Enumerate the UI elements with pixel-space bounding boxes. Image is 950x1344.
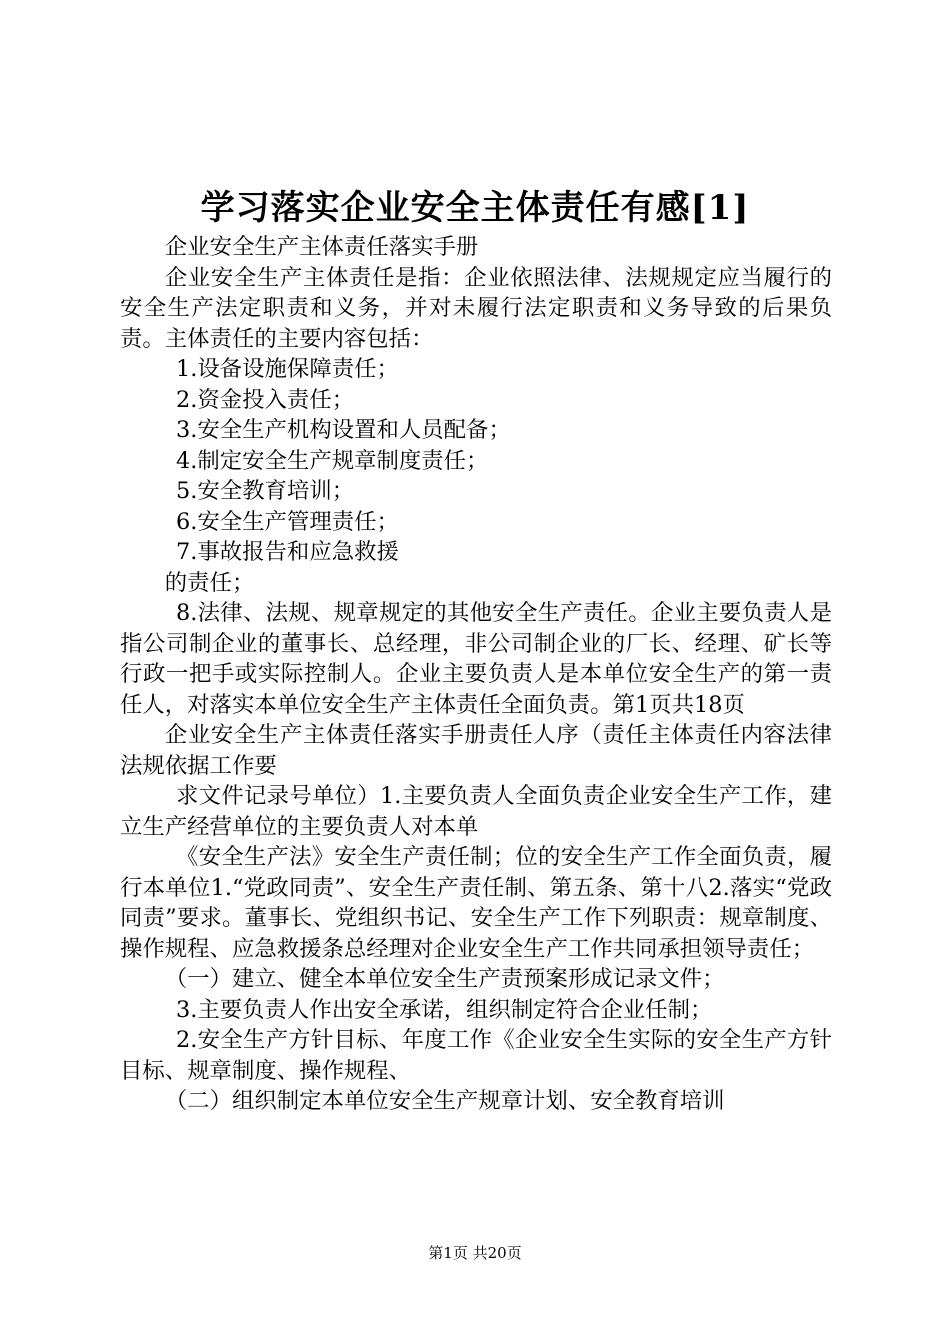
- list-item: 6.安全生产管理责任；: [176, 508, 399, 535]
- paragraph: （一）建立、健全本单位安全生产责预案形成记录文件；: [164, 966, 725, 992]
- page-footer: 第1页 共20页: [428, 1244, 522, 1262]
- list-item: 7.事故报告和应急救援: [176, 539, 399, 565]
- paragraph: 2.安全生产方针目标、年度工作《企业安全生实际的安全生产方针目标、规章制度、操作规程、: [120, 1027, 832, 1084]
- paragraph: 企业安全生产主体责任落实手册: [164, 234, 479, 260]
- document-body: [120, 232, 832, 1117]
- document-title: 学习落实企业安全主体责任有感[1]: [200, 188, 750, 228]
- paragraph: 3.主要负责人作出安全承诺，组织制定符合企业任制；: [176, 996, 713, 1023]
- paragraph: 的责任；: [164, 569, 255, 596]
- list-item: 2.资金投入责任；: [176, 386, 355, 413]
- paragraph: 求文件记录号单位）1.主要负责人全面负责企业安全生产工作，建立生产经营单位的主要负责人对本单: [120, 783, 832, 840]
- paragraph: 8.法律、法规、规章规定的其他安全生产责任。企业主要负责人是指公司制企业的董事长、总经理，非公司制企业的厂长、经理、矿长等行政一把手或实际控制人。企业主要负责人是本单位安全生产的第一责任人，对落实本单位安全生产主体责任全面负责。第1页共18页: [120, 600, 832, 718]
- list-item: 1.设备设施保障责任；: [176, 356, 399, 382]
- list-item: 4.制定安全生产规章制度责任；: [176, 447, 489, 474]
- list-item: 5.安全教育培训；: [176, 478, 355, 504]
- paragraph: 企业安全生产主体责任是指：企业依照法律、法规规定应当履行的安全生产法定职责和义务，并对未履行法定职责和义务导致的后果负责。主体责任的主要内容包括：: [120, 264, 832, 352]
- list-item: 3.安全生产机构设置和人员配备；: [176, 417, 511, 443]
- paragraph: （二）组织制定本单位安全生产规章计划、安全教育培训: [164, 1088, 725, 1114]
- paragraph: 企业安全生产主体责任落实手册责任人序（责任主体责任内容法律法规依据工作要: [120, 722, 832, 779]
- paragraph: 《安全生产法》安全生产责任制；位的安全生产工作全面负责，履行本单位1.“党政同责”、安全生产责任制、第五条、第十八2.落实“党政同责”要求。董事长、党组织书记、安全生产工作下列职责：规章制度、操作规程、应急救援条总经理对企业安全生产工作共同承担领导责任；: [120, 844, 832, 962]
